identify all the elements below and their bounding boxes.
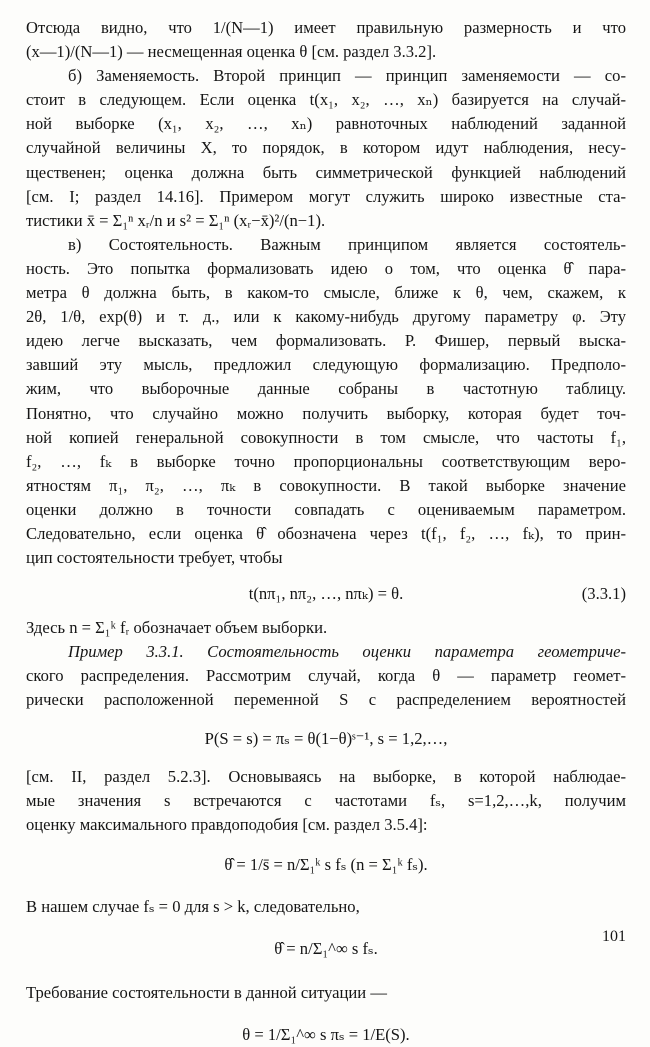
text-line: мые значения s встречаются с частотами fₛ, s=1,2,…,k, получим [26, 790, 626, 810]
text-line: Понятно, что случайно можно получить выборку, которая будет точ- [26, 403, 626, 423]
text-line: ность. Это попытка формализовать идею о том, что оценка θ̂ пара- [26, 258, 626, 278]
estimate-infinite-sum [26, 937, 626, 961]
text-line: оценку максимального правдоподобия [см. раздел 3.5.4]: [26, 814, 428, 834]
text-line: рически расположенной переменной S с распределением вероятностей [26, 690, 626, 710]
text-line: Требование состоятельности в данной ситуации — [26, 982, 387, 1002]
text-line: метра θ должна быть, в каком-то смысле, ближе к θ, чем, скажем, к [26, 283, 626, 303]
equation-body: θ = 1/Σ₁^∞ s πₛ = 1/E(S). [242, 1025, 410, 1044]
text-line: f₂, …, fₖ в выборке точно пропорциональны соответствующим веро- [26, 451, 626, 471]
text-line: 2θ, 1/θ, exp(θ) и т. д., или к какому-нибудь другому параметру φ. Эту [26, 307, 626, 327]
equation-number: (3.3.1) [581, 584, 626, 604]
text-line: ятностям π₁, π₂, …, πₖ в совокупности. В такой выборке значение [26, 475, 626, 495]
text-line: оценки должно в точности совпадать с оцениваемым параметром. [26, 499, 626, 519]
equation-body: t(nπ₁, nπ₂, …, nπₖ) = θ. [248, 584, 404, 604]
equation-body: P(S = s) = πₛ = θ(1−θ)ˢ⁻¹, s = 1,2,…, [204, 728, 448, 748]
text-line: идею легче высказать, чем формализовать. Р. Фишер, первый выска- [26, 331, 626, 351]
equation-3-3-1 [26, 582, 626, 606]
text-line: случайной величины X, то порядок, в котором идут наблюдения, несу- [26, 138, 626, 158]
text-line: Отсюда видно, что 1/(N—1) имеет правильную размерность и что [26, 18, 626, 37]
text-line: Следовательно, если оценка θ̂ обозначена через t(f₁, f₂, …, fₖ), то прин- [26, 523, 626, 543]
text-line: жим, что выборочные данные собраны в частотную таблицу. [26, 379, 626, 399]
text-line: [см. II, раздел 5.2.3]. Основываясь на выборке, в которой наблюдае- [26, 766, 626, 786]
text-line: Здесь n = Σ₁ᵏ fᵣ обозначает объем выборки. [26, 618, 328, 638]
text-line: [см. I; раздел 14.16]. Примером могут служить широко известные ста- [26, 186, 626, 206]
probability-formula [26, 727, 626, 751]
text-line: ной выборке (x₁, x₂, …, xₙ) равноточных наблюдений заданной [26, 114, 626, 134]
text-line: (x—1)/(N—1) — несмещенная оценка θ [см. раздел 3.3.2]. [26, 42, 437, 62]
text-line: б) Заменяемость. Второй принцип — принцип заменяемости — со- [68, 66, 626, 86]
ml-estimate-formula [26, 853, 626, 877]
text-line: цип состоятельности требует, чтобы [26, 548, 283, 568]
page-text [26, 16, 626, 1047]
consistency-formula [26, 1023, 626, 1047]
page-number: 101 [602, 928, 626, 945]
text-line: ского распределения. Рассмотрим случай, когда θ — параметр геомет- [26, 666, 626, 686]
equation-body: θ̂ = 1/s̄ = n/Σ₁ᵏ s fₛ (n = Σ₁ᵏ fₛ). [224, 854, 428, 874]
example-heading: Пример 3.3.1. Состоятельность оценки параметра геометриче- [68, 642, 626, 662]
text-line: завший эту мысль, предложил следующую формализацию. Предполо- [26, 355, 626, 375]
text-line: В нашем случае fₛ = 0 для s > k, следовательно, [26, 896, 360, 916]
text-line: ной копией генеральной совокупности в том смысле, что частоты f₁, [26, 427, 626, 447]
text-line: щественен; оценка должна быть симметрической функцией наблюдений [26, 162, 626, 182]
text-line: тистики x̄ = Σ₁ⁿ xᵣ/n и s² = Σ₁ⁿ (xᵣ−x̄)²/(n−1). [26, 210, 326, 230]
text-line: в) Состоятельность. Важным принципом является состоятель- [68, 234, 626, 254]
text-line: стоит в следующем. Если оценка t(x₁, x₂, …, xₙ) базируется на случай- [26, 90, 626, 110]
equation-body: θ̂ = n/Σ₁^∞ s fₛ. [274, 938, 378, 958]
